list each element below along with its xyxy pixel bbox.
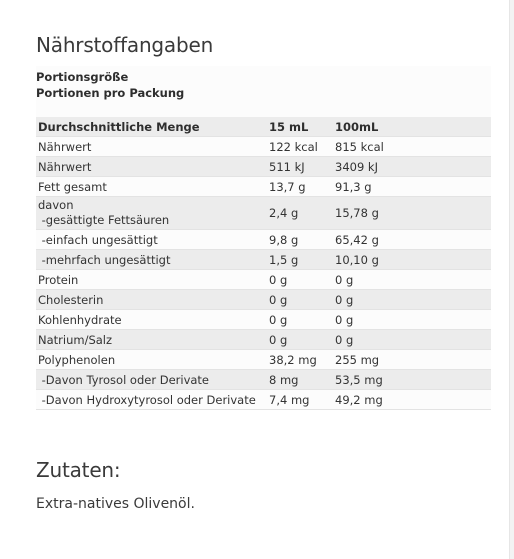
row-value-15ml: 122 kcal bbox=[269, 139, 318, 154]
table-row bbox=[36, 350, 491, 370]
row-value-15ml: 0 g bbox=[269, 272, 288, 287]
table-row bbox=[36, 390, 491, 410]
row-label-line2: -gesättigte Fettsäuren bbox=[38, 213, 170, 227]
header-100ml: 100mL bbox=[335, 119, 379, 134]
row-value-15ml: 38,2 mg bbox=[269, 352, 317, 367]
row-label bbox=[36, 197, 267, 230]
table-row bbox=[36, 270, 491, 290]
row-value-100ml: 0 g bbox=[335, 272, 354, 287]
header-15ml: 15 mL bbox=[269, 119, 309, 134]
row-value-15ml: 0 g bbox=[269, 332, 288, 347]
row-label-line1: davon bbox=[38, 198, 74, 212]
row-label: Cholesterin bbox=[38, 292, 104, 307]
row-label: Fett gesamt bbox=[38, 179, 107, 194]
row-value-100ml: 3409 kJ bbox=[335, 159, 378, 174]
table-row bbox=[36, 310, 491, 330]
row-value-15ml: 7,4 mg bbox=[269, 392, 310, 407]
table-row bbox=[36, 197, 491, 230]
row-label: Nährwert bbox=[38, 159, 92, 174]
page-edge bbox=[509, 0, 514, 559]
row-label: Nährwert bbox=[38, 139, 92, 154]
row-value-100ml: 0 g bbox=[335, 332, 354, 347]
row-label: Kohlenhydrate bbox=[38, 312, 122, 327]
portions-per-pack-label: Portionen pro Packung bbox=[36, 86, 185, 100]
row-label: Natrium/Salz bbox=[38, 332, 113, 347]
nutrition-panel bbox=[36, 66, 491, 410]
row-value-100ml: 0 g bbox=[335, 292, 354, 307]
table-row bbox=[36, 230, 491, 250]
table-header-row bbox=[36, 117, 491, 137]
table-row bbox=[36, 157, 491, 177]
row-value-100ml: 0 g bbox=[335, 312, 354, 327]
row-value-15ml: 511 kJ bbox=[269, 159, 305, 174]
table-row bbox=[36, 137, 491, 157]
portion-size-label: Portionsgröße bbox=[36, 70, 129, 84]
row-label: -Davon Tyrosol oder Derivate bbox=[38, 372, 210, 387]
row-label: Protein bbox=[38, 272, 79, 287]
table-row bbox=[36, 330, 491, 350]
row-value-100ml: 91,3 g bbox=[335, 179, 372, 194]
row-label: Polyphenolen bbox=[38, 352, 116, 367]
table-row bbox=[36, 177, 491, 197]
row-value-100ml: 255 mg bbox=[335, 352, 380, 367]
row-value-15ml: 13,7 g bbox=[269, 179, 306, 194]
nutrition-title: Nährstoffangaben bbox=[36, 33, 214, 57]
row-label: -mehrfach ungesättigt bbox=[38, 252, 171, 267]
header-average-amount: Durchschnittliche Menge bbox=[38, 119, 200, 134]
table-row bbox=[36, 370, 491, 390]
table-row bbox=[36, 290, 491, 310]
ingredients-title: Zutaten: bbox=[36, 458, 121, 482]
table-row bbox=[36, 250, 491, 270]
ingredients-text: Extra-natives Olivenöl. bbox=[36, 496, 195, 512]
row-label: -Davon Hydroxytyrosol oder Derivate bbox=[38, 392, 256, 407]
row-value-100ml: 815 kcal bbox=[335, 139, 384, 154]
row-value-15ml: 8 mg bbox=[269, 372, 299, 387]
row-value-100ml: 49,2 mg bbox=[335, 392, 383, 407]
row-value-15ml: 2,4 g bbox=[269, 205, 299, 220]
row-label: -einfach ungesättigt bbox=[38, 232, 158, 247]
row-value-15ml: 1,5 g bbox=[269, 252, 299, 267]
nutrition-table bbox=[36, 117, 491, 410]
row-value-100ml: 53,5 mg bbox=[335, 372, 383, 387]
row-value-100ml: 65,42 g bbox=[335, 232, 379, 247]
row-value-15ml: 9,8 g bbox=[269, 232, 299, 247]
row-value-15ml: 0 g bbox=[269, 312, 288, 327]
row-value-15ml: 0 g bbox=[269, 292, 288, 307]
row-value-100ml: 15,78 g bbox=[335, 205, 379, 220]
row-value-100ml: 10,10 g bbox=[335, 252, 379, 267]
